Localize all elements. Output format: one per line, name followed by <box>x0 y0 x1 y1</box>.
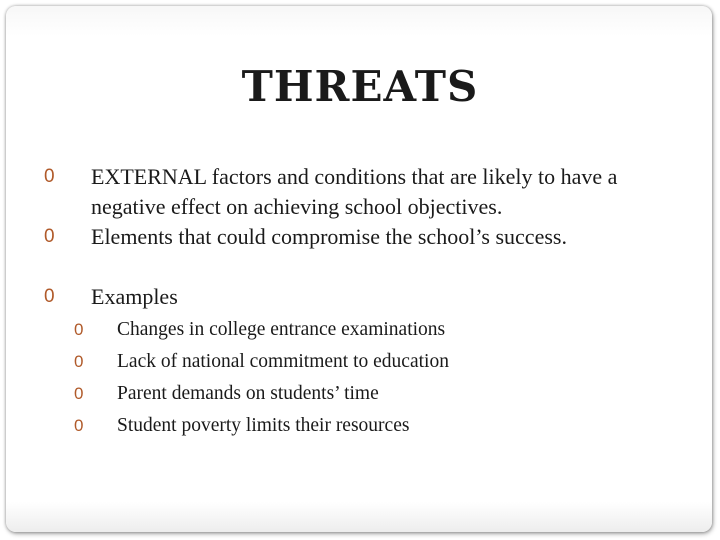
spacer <box>44 252 694 282</box>
bullet-item-examples <box>44 282 694 312</box>
slide-content <box>44 162 694 442</box>
sub-bullet-text: Parent demands on students’ time <box>117 383 379 404</box>
bullet-item <box>44 162 694 222</box>
sub-bullet-marker: 0 <box>74 384 84 403</box>
bullet-marker: 0 <box>44 166 55 187</box>
slide-title: THREATS <box>241 62 479 111</box>
bullet-text: Elements that could compromise the school’s success. <box>91 224 567 249</box>
sub-bullet-marker: 0 <box>74 320 84 339</box>
sub-bullet-item <box>74 410 694 442</box>
sub-bullet-item <box>74 378 694 410</box>
sub-bullet-item <box>74 346 694 378</box>
bullet-item <box>44 222 694 252</box>
examples-heading: Examples <box>91 284 178 309</box>
bullet-marker: 0 <box>44 286 55 307</box>
sub-bullet-marker: 0 <box>74 416 84 435</box>
sub-bullet-marker: 0 <box>74 352 84 371</box>
bullet-marker: 0 <box>44 226 55 247</box>
sub-bullet-item <box>74 314 694 346</box>
sub-bullet-text: Student poverty limits their resources <box>117 415 410 436</box>
bullet-text: EXTERNAL factors and conditions that are likely to have a negative effect on achieving school objectives. <box>91 164 618 219</box>
sub-bullet-text: Changes in college entrance examinations <box>117 319 446 340</box>
examples-list <box>44 314 694 442</box>
sub-bullet-text: Lack of national commitment to education <box>117 351 449 372</box>
